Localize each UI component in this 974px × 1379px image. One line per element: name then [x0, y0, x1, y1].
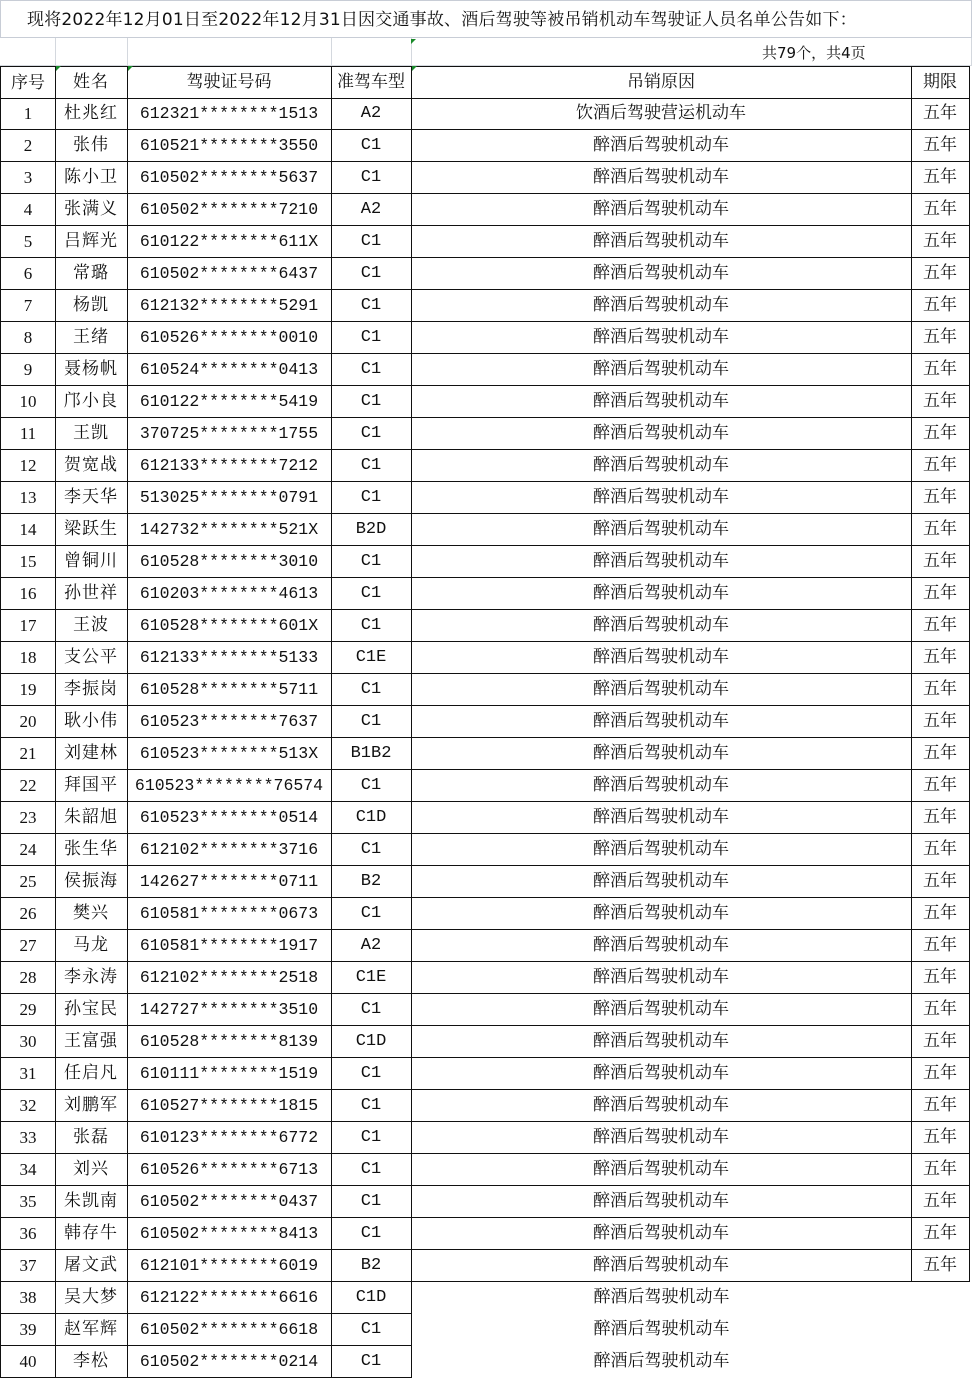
row-name[interactable]: 孙宝民 [55, 994, 128, 1026]
table-row [0, 770, 974, 802]
row-index[interactable]: 6 [0, 258, 56, 290]
row-index[interactable]: 22 [0, 770, 56, 802]
row-name[interactable]: 曾铜川 [55, 546, 128, 578]
row-index[interactable]: 16 [0, 578, 56, 610]
row-vehicle-class[interactable]: C1 [331, 1186, 412, 1218]
table-row [0, 546, 974, 578]
comment-marker-icon [56, 66, 61, 71]
row-reason[interactable]: 醉酒后驾驶机动车 [411, 322, 912, 354]
blank-cell[interactable] [127, 38, 332, 66]
row-vehicle-class[interactable]: C1 [331, 834, 412, 866]
row-period[interactable]: 五年 [911, 386, 970, 418]
row-index[interactable]: 26 [0, 898, 56, 930]
row-reason[interactable]: 醉酒后驾驶机动车 [411, 834, 912, 866]
row-period[interactable]: 五年 [911, 994, 970, 1026]
comment-marker-icon [128, 66, 133, 71]
row-period[interactable]: 五年 [911, 162, 970, 194]
row-vehicle-class[interactable]: C1 [331, 1314, 412, 1346]
row-vehicle-class[interactable]: C1 [331, 354, 412, 386]
row-vehicle-class[interactable]: C1 [331, 162, 412, 194]
row-name[interactable]: 王绪 [55, 322, 128, 354]
row-vehicle-class[interactable]: C1 [331, 1346, 412, 1378]
row-name[interactable]: 樊兴 [55, 898, 128, 930]
comment-marker-icon [411, 39, 416, 44]
row-reason[interactable]: 醉酒后驾驶机动车 [411, 898, 912, 930]
table-row [0, 1122, 974, 1154]
row-vehicle-class[interactable]: C1D [331, 1026, 412, 1058]
row-period[interactable]: 五年 [911, 866, 970, 898]
row-reason[interactable]: 醉酒后驾驶机动车 [411, 258, 912, 290]
row-period[interactable]: 五年 [911, 258, 970, 290]
row-name[interactable]: 孙世祥 [55, 578, 128, 610]
row-index[interactable]: 15 [0, 546, 56, 578]
row-reason[interactable]: 醉酒后驾驶机动车 [411, 994, 912, 1026]
table-row [0, 514, 974, 546]
row-index[interactable]: 18 [0, 642, 56, 674]
table-row [0, 1154, 974, 1186]
table-row [0, 1186, 974, 1218]
row-period[interactable]: 五年 [911, 930, 970, 962]
row-period[interactable]: 五年 [911, 418, 970, 450]
row-name[interactable]: 陈小卫 [55, 162, 128, 194]
row-period[interactable]: 五年 [911, 354, 970, 386]
row-license-no[interactable]: 610502********8413 [127, 1218, 332, 1250]
row-vehicle-class[interactable]: C1D [331, 1282, 412, 1314]
row-vehicle-class[interactable]: B1B2 [331, 738, 412, 770]
table-row [0, 994, 974, 1026]
row-reason[interactable]: 醉酒后驾驶机动车 [411, 162, 912, 194]
table-row [0, 578, 974, 610]
table-row [0, 962, 974, 994]
row-index[interactable]: 35 [0, 1186, 56, 1218]
row-period[interactable]: 五年 [911, 1154, 970, 1186]
row-reason[interactable]: 醉酒后驾驶机动车 [411, 1058, 912, 1090]
row-vehicle-class[interactable]: C1 [331, 450, 412, 482]
row-reason[interactable]: 醉酒后驾驶机动车 [411, 802, 912, 834]
row-vehicle-class[interactable]: C1 [331, 546, 412, 578]
row-period[interactable]: 五年 [911, 1122, 970, 1154]
row-reason[interactable]: 醉酒后驾驶机动车 [411, 1314, 912, 1346]
row-period[interactable]: 五年 [911, 450, 970, 482]
row-vehicle-class[interactable]: B2D [331, 514, 412, 546]
row-name[interactable]: 朱韶旭 [55, 802, 128, 834]
row-name[interactable]: 赵军辉 [55, 1314, 128, 1346]
table-row [0, 674, 974, 706]
row-index[interactable]: 8 [0, 322, 56, 354]
row-index[interactable]: 28 [0, 962, 56, 994]
comment-marker-icon [412, 66, 417, 71]
table-row [0, 418, 974, 450]
row-reason[interactable]: 醉酒后驾驶机动车 [411, 1154, 912, 1186]
row-index[interactable]: 19 [0, 674, 56, 706]
row-reason[interactable]: 醉酒后驾驶机动车 [411, 738, 912, 770]
table-row [0, 1314, 974, 1346]
row-reason[interactable]: 饮酒后驾驶营运机动车 [411, 98, 912, 130]
row-index[interactable]: 10 [0, 386, 56, 418]
row-period[interactable]: 五年 [911, 194, 970, 226]
row-vehicle-class[interactable]: C1 [331, 386, 412, 418]
row-reason[interactable]: 醉酒后驾驶机动车 [411, 1186, 912, 1218]
row-period[interactable]: 五年 [911, 610, 970, 642]
table-row [0, 258, 974, 290]
row-name[interactable]: 聂杨帆 [55, 354, 128, 386]
row-license-no[interactable]: 142727********3510 [127, 994, 332, 1026]
row-index[interactable]: 12 [0, 450, 56, 482]
header-reason[interactable]: 吊销原因 [411, 66, 912, 99]
row-index[interactable]: 14 [0, 514, 56, 546]
row-license-no[interactable]: 610528********8139 [127, 1026, 332, 1058]
header-period[interactable]: 期限 [911, 66, 970, 99]
table-row [0, 834, 974, 866]
table-row [0, 1058, 974, 1090]
row-index[interactable]: 39 [0, 1314, 56, 1346]
row-index[interactable]: 1 [0, 98, 56, 130]
row-vehicle-class[interactable]: C1 [331, 1122, 412, 1154]
table-row [0, 802, 974, 834]
row-period[interactable] [911, 1314, 970, 1346]
row-index[interactable]: 34 [0, 1154, 56, 1186]
row-name[interactable]: 张伟 [55, 130, 128, 162]
table-row [0, 450, 974, 482]
row-index[interactable]: 20 [0, 706, 56, 738]
row-license-no[interactable]: 610502********6437 [127, 258, 332, 290]
row-index[interactable]: 17 [0, 610, 56, 642]
row-reason[interactable]: 醉酒后驾驶机动车 [411, 194, 912, 226]
row-reason[interactable]: 醉酒后驾驶机动车 [411, 706, 912, 738]
row-name[interactable]: 常璐 [55, 258, 128, 290]
row-vehicle-class[interactable]: C1 [331, 770, 412, 802]
row-name[interactable]: 李永涛 [55, 962, 128, 994]
header-vehicle-class[interactable]: 准驾车型 [331, 66, 412, 99]
row-period[interactable]: 五年 [911, 290, 970, 322]
row-index[interactable]: 38 [0, 1282, 56, 1314]
row-license-no[interactable]: 612133********5133 [127, 642, 332, 674]
row-vehicle-class[interactable]: C1 [331, 130, 412, 162]
row-license-no[interactable]: 370725********1755 [127, 418, 332, 450]
row-period[interactable]: 五年 [911, 1250, 970, 1282]
table-row [0, 194, 974, 226]
row-license-no[interactable]: 612122********6616 [127, 1282, 332, 1314]
row-reason[interactable]: 醉酒后驾驶机动车 [411, 130, 912, 162]
row-index[interactable]: 11 [0, 418, 56, 450]
row-index[interactable]: 7 [0, 290, 56, 322]
row-period[interactable]: 五年 [911, 226, 970, 258]
row-name[interactable]: 刘鹏军 [55, 1090, 128, 1122]
table-row [0, 1250, 974, 1282]
table-row [0, 386, 974, 418]
row-vehicle-class[interactable]: C1 [331, 610, 412, 642]
table-row [0, 706, 974, 738]
row-index[interactable]: 30 [0, 1026, 56, 1058]
row-name[interactable]: 屠文武 [55, 1250, 128, 1282]
header-index[interactable]: 序号 [0, 66, 56, 99]
row-period[interactable]: 五年 [911, 706, 970, 738]
row-license-no[interactable]: 142732********521X [127, 514, 332, 546]
table-row [0, 1282, 974, 1314]
row-reason[interactable]: 醉酒后驾驶机动车 [411, 418, 912, 450]
row-reason[interactable]: 醉酒后驾驶机动车 [411, 546, 912, 578]
row-vehicle-class[interactable]: C1 [331, 418, 412, 450]
row-name[interactable]: 马龙 [55, 930, 128, 962]
row-reason[interactable]: 醉酒后驾驶机动车 [411, 610, 912, 642]
row-period[interactable]: 五年 [911, 674, 970, 706]
row-index[interactable]: 21 [0, 738, 56, 770]
row-index[interactable]: 25 [0, 866, 56, 898]
row-vehicle-class[interactable]: C1 [331, 322, 412, 354]
row-reason[interactable]: 醉酒后驾驶机动车 [411, 930, 912, 962]
row-period[interactable]: 五年 [911, 898, 970, 930]
row-license-no[interactable]: 610502********7210 [127, 194, 332, 226]
table-row [0, 290, 974, 322]
record-count: 共79个，共4页 [762, 44, 866, 62]
row-reason[interactable]: 醉酒后驾驶机动车 [411, 1218, 912, 1250]
row-name[interactable]: 李松 [55, 1346, 128, 1378]
notice-title: 现将2022年12月01日至2022年12月31日因交通事故、酒后驾驶等被吊销机动车驾驶证人员名单公告如下： [0, 0, 972, 38]
row-name[interactable]: 王波 [55, 610, 128, 642]
table-row [0, 354, 974, 386]
row-reason[interactable]: 醉酒后驾驶机动车 [411, 290, 912, 322]
row-vehicle-class[interactable]: C1 [331, 674, 412, 706]
row-license-no[interactable]: 610526********6713 [127, 1154, 332, 1186]
row-name[interactable]: 李振岗 [55, 674, 128, 706]
row-license-no[interactable]: 610521********3550 [127, 130, 332, 162]
row-vehicle-class[interactable]: C1 [331, 1154, 412, 1186]
row-license-no[interactable]: 610528********5711 [127, 674, 332, 706]
table-row [0, 226, 974, 258]
row-reason[interactable]: 醉酒后驾驶机动车 [411, 1250, 912, 1282]
row-license-no[interactable]: 610502********0437 [127, 1186, 332, 1218]
header-license-no[interactable]: 驾驶证号码 [127, 66, 332, 99]
row-license-no[interactable]: 612102********2518 [127, 962, 332, 994]
row-reason[interactable]: 醉酒后驾驶机动车 [411, 1346, 912, 1378]
row-name[interactable]: 王凯 [55, 418, 128, 450]
row-period[interactable]: 五年 [911, 962, 970, 994]
row-license-no[interactable]: 610111********1519 [127, 1058, 332, 1090]
row-name[interactable]: 王富强 [55, 1026, 128, 1058]
row-period[interactable] [911, 1282, 970, 1314]
row-name[interactable]: 韩存牛 [55, 1218, 128, 1250]
row-index[interactable]: 5 [0, 226, 56, 258]
row-index[interactable]: 37 [0, 1250, 56, 1282]
row-reason[interactable]: 醉酒后驾驶机动车 [411, 514, 912, 546]
row-index[interactable]: 31 [0, 1058, 56, 1090]
row-license-no[interactable]: 610523********7637 [127, 706, 332, 738]
row-index[interactable]: 27 [0, 930, 56, 962]
row-reason[interactable]: 醉酒后驾驶机动车 [411, 866, 912, 898]
row-license-no[interactable]: 142627********0711 [127, 866, 332, 898]
row-period[interactable]: 五年 [911, 514, 970, 546]
row-reason[interactable]: 醉酒后驾驶机动车 [411, 482, 912, 514]
row-license-no[interactable]: 610123********6772 [127, 1122, 332, 1154]
row-license-no[interactable]: 610502********6618 [127, 1314, 332, 1346]
row-license-no[interactable]: 610502********5637 [127, 162, 332, 194]
row-vehicle-class[interactable]: C1 [331, 258, 412, 290]
row-vehicle-class[interactable]: C1 [331, 226, 412, 258]
row-vehicle-class[interactable]: C1 [331, 482, 412, 514]
row-license-no[interactable]: 610528********3010 [127, 546, 332, 578]
row-period[interactable]: 五年 [911, 738, 970, 770]
row-license-no[interactable]: 610122********611X [127, 226, 332, 258]
row-period[interactable]: 五年 [911, 1218, 970, 1250]
row-vehicle-class[interactable]: C1 [331, 706, 412, 738]
row-name[interactable]: 朱凯南 [55, 1186, 128, 1218]
row-license-no[interactable]: 610581********0673 [127, 898, 332, 930]
row-period[interactable]: 五年 [911, 546, 970, 578]
row-vehicle-class[interactable]: A2 [331, 98, 412, 130]
table-row [0, 930, 974, 962]
row-index[interactable]: 3 [0, 162, 56, 194]
row-index[interactable]: 13 [0, 482, 56, 514]
row-period[interactable]: 五年 [911, 834, 970, 866]
blank-cell[interactable] [55, 38, 128, 66]
row-index[interactable]: 2 [0, 130, 56, 162]
row-vehicle-class[interactable]: C1 [331, 290, 412, 322]
table-row [0, 162, 974, 194]
row-license-no[interactable]: 610203********4613 [127, 578, 332, 610]
row-name[interactable]: 拜国平 [55, 770, 128, 802]
row-name[interactable]: 刘建林 [55, 738, 128, 770]
table-row [0, 322, 974, 354]
row-name[interactable]: 张满义 [55, 194, 128, 226]
table-row [0, 1026, 974, 1058]
table-row [0, 482, 974, 514]
row-reason[interactable]: 醉酒后驾驶机动车 [411, 578, 912, 610]
row-index[interactable]: 36 [0, 1218, 56, 1250]
row-reason[interactable]: 醉酒后驾驶机动车 [411, 1282, 912, 1314]
row-reason[interactable]: 醉酒后驾驶机动车 [411, 770, 912, 802]
row-license-no[interactable]: 610523********513X [127, 738, 332, 770]
row-period[interactable]: 五年 [911, 98, 970, 130]
row-period[interactable] [911, 1346, 970, 1378]
row-name[interactable]: 吴大梦 [55, 1282, 128, 1314]
row-reason[interactable]: 醉酒后驾驶机动车 [411, 1090, 912, 1122]
row-index[interactable]: 40 [0, 1346, 56, 1378]
row-vehicle-class[interactable]: C1 [331, 994, 412, 1026]
blank-cell[interactable] [0, 38, 56, 66]
row-vehicle-class[interactable]: A2 [331, 930, 412, 962]
row-reason[interactable]: 醉酒后驾驶机动车 [411, 1026, 912, 1058]
row-license-no[interactable]: 610502********0214 [127, 1346, 332, 1378]
table-row [0, 866, 974, 898]
row-license-no[interactable]: 513025********0791 [127, 482, 332, 514]
row-reason[interactable]: 醉酒后驾驶机动车 [411, 226, 912, 258]
row-period[interactable]: 五年 [911, 1026, 970, 1058]
row-period[interactable]: 五年 [911, 1186, 970, 1218]
row-period[interactable]: 五年 [911, 1090, 970, 1122]
row-index[interactable]: 9 [0, 354, 56, 386]
table-row [0, 1090, 974, 1122]
row-name[interactable]: 支公平 [55, 642, 128, 674]
row-period[interactable]: 五年 [911, 578, 970, 610]
row-period[interactable]: 五年 [911, 130, 970, 162]
table-row [0, 130, 974, 162]
table-row [0, 642, 974, 674]
row-license-no[interactable]: 610122********5419 [127, 386, 332, 418]
row-license-no[interactable]: 612321********1513 [127, 98, 332, 130]
row-name[interactable]: 刘兴 [55, 1154, 128, 1186]
row-vehicle-class[interactable]: B2 [331, 1250, 412, 1282]
row-index[interactable]: 33 [0, 1122, 56, 1154]
row-period[interactable]: 五年 [911, 770, 970, 802]
header-name[interactable]: 姓名 [55, 66, 128, 99]
row-name[interactable]: 李天华 [55, 482, 128, 514]
row-period[interactable]: 五年 [911, 1058, 970, 1090]
row-name[interactable]: 张生华 [55, 834, 128, 866]
row-index[interactable]: 32 [0, 1090, 56, 1122]
row-vehicle-class[interactable]: C1D [331, 802, 412, 834]
row-name[interactable]: 杨凯 [55, 290, 128, 322]
row-vehicle-class[interactable]: C1 [331, 1218, 412, 1250]
row-license-no[interactable]: 610528********601X [127, 610, 332, 642]
row-license-no[interactable]: 612133********7212 [127, 450, 332, 482]
row-name[interactable]: 贺宽战 [55, 450, 128, 482]
row-name[interactable]: 耿小伟 [55, 706, 128, 738]
summary-cell[interactable] [411, 38, 972, 66]
row-index[interactable]: 23 [0, 802, 56, 834]
row-period[interactable]: 五年 [911, 802, 970, 834]
row-vehicle-class[interactable]: C1E [331, 962, 412, 994]
row-vehicle-class[interactable]: C1 [331, 1058, 412, 1090]
row-index[interactable]: 24 [0, 834, 56, 866]
row-period[interactable]: 五年 [911, 322, 970, 354]
table-row [0, 738, 974, 770]
row-vehicle-class[interactable]: C1 [331, 1090, 412, 1122]
row-reason[interactable]: 醉酒后驾驶机动车 [411, 450, 912, 482]
row-vehicle-class[interactable]: C1E [331, 642, 412, 674]
row-license-no[interactable]: 610581********1917 [127, 930, 332, 962]
table-row [0, 1218, 974, 1250]
row-license-no[interactable]: 610523********0514 [127, 802, 332, 834]
row-vehicle-class[interactable]: B2 [331, 866, 412, 898]
row-license-no[interactable]: 612102********3716 [127, 834, 332, 866]
row-name[interactable]: 梁跃生 [55, 514, 128, 546]
table-row [0, 98, 974, 130]
row-reason[interactable]: 醉酒后驾驶机动车 [411, 642, 912, 674]
row-license-no[interactable]: 612101********6019 [127, 1250, 332, 1282]
row-name[interactable]: 杜兆红 [55, 98, 128, 130]
table-row [0, 898, 974, 930]
row-reason[interactable]: 醉酒后驾驶机动车 [411, 354, 912, 386]
row-license-no[interactable]: 612132********5291 [127, 290, 332, 322]
row-index[interactable]: 4 [0, 194, 56, 226]
table-row [0, 1346, 974, 1378]
row-index[interactable]: 29 [0, 994, 56, 1026]
row-vehicle-class[interactable]: A2 [331, 194, 412, 226]
row-vehicle-class[interactable]: C1 [331, 578, 412, 610]
row-period[interactable]: 五年 [911, 482, 970, 514]
row-name[interactable]: 张磊 [55, 1122, 128, 1154]
row-license-no[interactable]: 610523********76574 [127, 770, 332, 802]
row-period[interactable]: 五年 [911, 642, 970, 674]
row-license-no[interactable]: 610526********0010 [127, 322, 332, 354]
table-row [0, 610, 974, 642]
row-license-no[interactable]: 610524********0413 [127, 354, 332, 386]
row-name[interactable]: 侯振海 [55, 866, 128, 898]
row-name[interactable]: 吕辉光 [55, 226, 128, 258]
row-reason[interactable]: 醉酒后驾驶机动车 [411, 1122, 912, 1154]
row-name[interactable]: 任启凡 [55, 1058, 128, 1090]
blank-cell[interactable] [331, 38, 412, 66]
row-vehicle-class[interactable]: C1 [331, 898, 412, 930]
row-name[interactable]: 邝小良 [55, 386, 128, 418]
row-license-no[interactable]: 610527********1815 [127, 1090, 332, 1122]
row-reason[interactable]: 醉酒后驾驶机动车 [411, 386, 912, 418]
row-reason[interactable]: 醉酒后驾驶机动车 [411, 674, 912, 706]
row-reason[interactable]: 醉酒后驾驶机动车 [411, 962, 912, 994]
